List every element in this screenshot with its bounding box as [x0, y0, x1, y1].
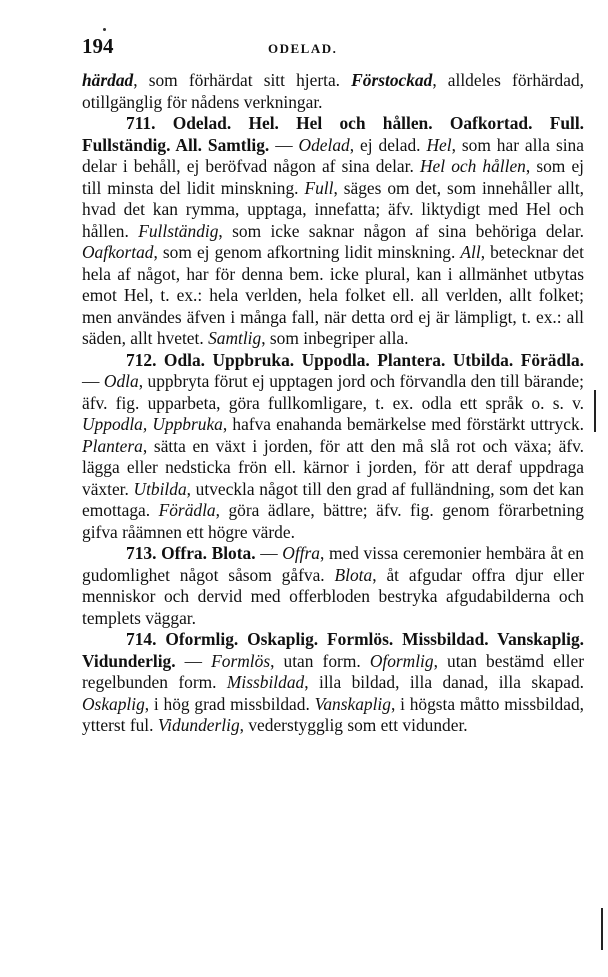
definition-text: , som inbegriper alla.: [261, 328, 409, 348]
entry-712: [82, 350, 584, 544]
running-title: ODELAD.: [268, 41, 338, 56]
term: Blota: [334, 564, 373, 585]
definition-text: , i hög grad missbildad.: [144, 693, 310, 714]
term: Formlös: [211, 650, 271, 671]
page-body: [82, 70, 584, 737]
entry-headwords: 714. Oformlig. Oskaplig. Formlös. Missbildad. Vanskaplig. Vidunderlig.: [82, 629, 584, 671]
term: Förstockad: [351, 70, 433, 90]
term: Vidunderlig: [157, 715, 240, 735]
definition-text: , utan bestämd eller regelbunden form.: [82, 650, 584, 692]
term: Förädla: [158, 500, 216, 520]
term: All: [460, 242, 481, 262]
term: Oskaplig: [82, 693, 145, 714]
term: härdad: [82, 70, 134, 90]
definition-text: , utan form.: [270, 650, 361, 671]
margin-line: [594, 390, 596, 432]
term: Fullständig: [138, 220, 219, 241]
entry-headwords: 712. Odla. Uppbruka. Uppodla. Plantera. Utbilda. Förädla.: [126, 349, 584, 370]
term: Vanskaplig: [314, 693, 391, 714]
definition-text: , utveckla något till den grad af fulländning, som det kan emottaga.: [82, 478, 584, 520]
term: Odla: [103, 371, 139, 391]
definition-text: , som ej till minsta del lidit minskning.: [82, 156, 585, 198]
term: Full: [304, 177, 334, 198]
definition-text: , alldeles förhärdad, otillgänglig för nådens verkningar.: [82, 70, 584, 112]
entry-711: [82, 113, 584, 350]
term: Offra: [282, 543, 320, 563]
margin-line-bottom: [601, 908, 603, 950]
entry-dash: —: [269, 134, 299, 155]
running-head: [82, 34, 584, 70]
definition-text: , hafva enahanda bemärkelse med förstärkt uttryck.: [222, 414, 585, 434]
term: Hel och hållen: [419, 156, 526, 176]
definition-text: , som förhärdat sitt hjerta.: [133, 70, 341, 90]
page-number: 194: [82, 34, 114, 58]
definition-text: , säges om det, som innehåller allt, hvad det kan rymma, upptaga, innefatta; äfv. liktydigt med Hel och hållen.: [82, 177, 585, 241]
definition-text: , sätta en växt i jorden, för att den må slå rot och växa; äfv. lägga eller nedsticka frön ell. kärnor i jorden, för att deraf uppdraga växter.: [82, 435, 584, 499]
term: Oafkortad: [82, 242, 154, 262]
definition-text: , vederstygglig som ett vidunder.: [239, 715, 468, 735]
definition-text: , som har alla sina delar i behåll, ej beröfvad någon af sina delar.: [82, 134, 584, 176]
definition-text: , uppbryta förut ej upptagen jord och förvandla den till bärande; äfv. fig. upparbeta, göra fullkomligare, t. ex. odla ett språk o. s. v.: [82, 371, 584, 413]
definition-text: , med vissa ceremonier hembära åt en gudomlighet något såsom gåfva.: [82, 543, 584, 585]
print-speck: [103, 28, 106, 31]
entry-headwords: 711. Odelad. Hel. Hel och hållen. Oafkortad. Full. Fullständig. All. Samtlig.: [82, 113, 584, 155]
definition-text: , ej delad.: [349, 134, 421, 155]
definition-text: , åt afgudar offra djur eller menniskor och dervid med offerbloden bestryka afgudabilderna och templets väggar.: [82, 564, 584, 628]
definition-text: , i högsta måtto missbildad, ytterst ful.: [82, 693, 584, 735]
continued-paragraph: [82, 70, 584, 113]
term: Samtlig: [208, 328, 262, 348]
entry-dash: —: [82, 371, 104, 391]
entry-714: [82, 629, 584, 737]
term: Plantera: [82, 435, 143, 456]
term: Uppodla, Uppbruka: [82, 414, 223, 434]
term: Hel: [426, 134, 452, 155]
term: Utbilda: [133, 478, 187, 499]
definition-text: , betecknar det hela af något, har för denna bem. icke plural, kan i allmänhet utbytas emot Hel, t. ex.: hela verlden, hela folket ell. all verlden, allt folket; men användes äfven i många fall, när detta ord ej är lämpligt, t. ex.: all säden, allt hvetet.: [82, 242, 584, 348]
term: Odelad: [298, 134, 350, 155]
definition-text: , som icke saknar någon af sina behöriga delar.: [218, 220, 584, 241]
entry-headwords: 713. Offra. Blota.: [126, 543, 256, 563]
definition-text: , göra ädlare, bättre; äfv. fig. genom förarbetning gifva råämnen ett högre värde.: [82, 500, 585, 542]
entry-713: [82, 543, 584, 629]
term: Oformlig: [369, 650, 434, 671]
entry-dash: —: [255, 543, 283, 563]
entry-dash: —: [175, 650, 212, 671]
term: Missbildad: [226, 672, 305, 692]
definition-text: , som ej genom afkortning lidit minskning.: [153, 242, 456, 262]
definition-text: , illa bildad, illa danad, illa skapad.: [304, 672, 584, 692]
